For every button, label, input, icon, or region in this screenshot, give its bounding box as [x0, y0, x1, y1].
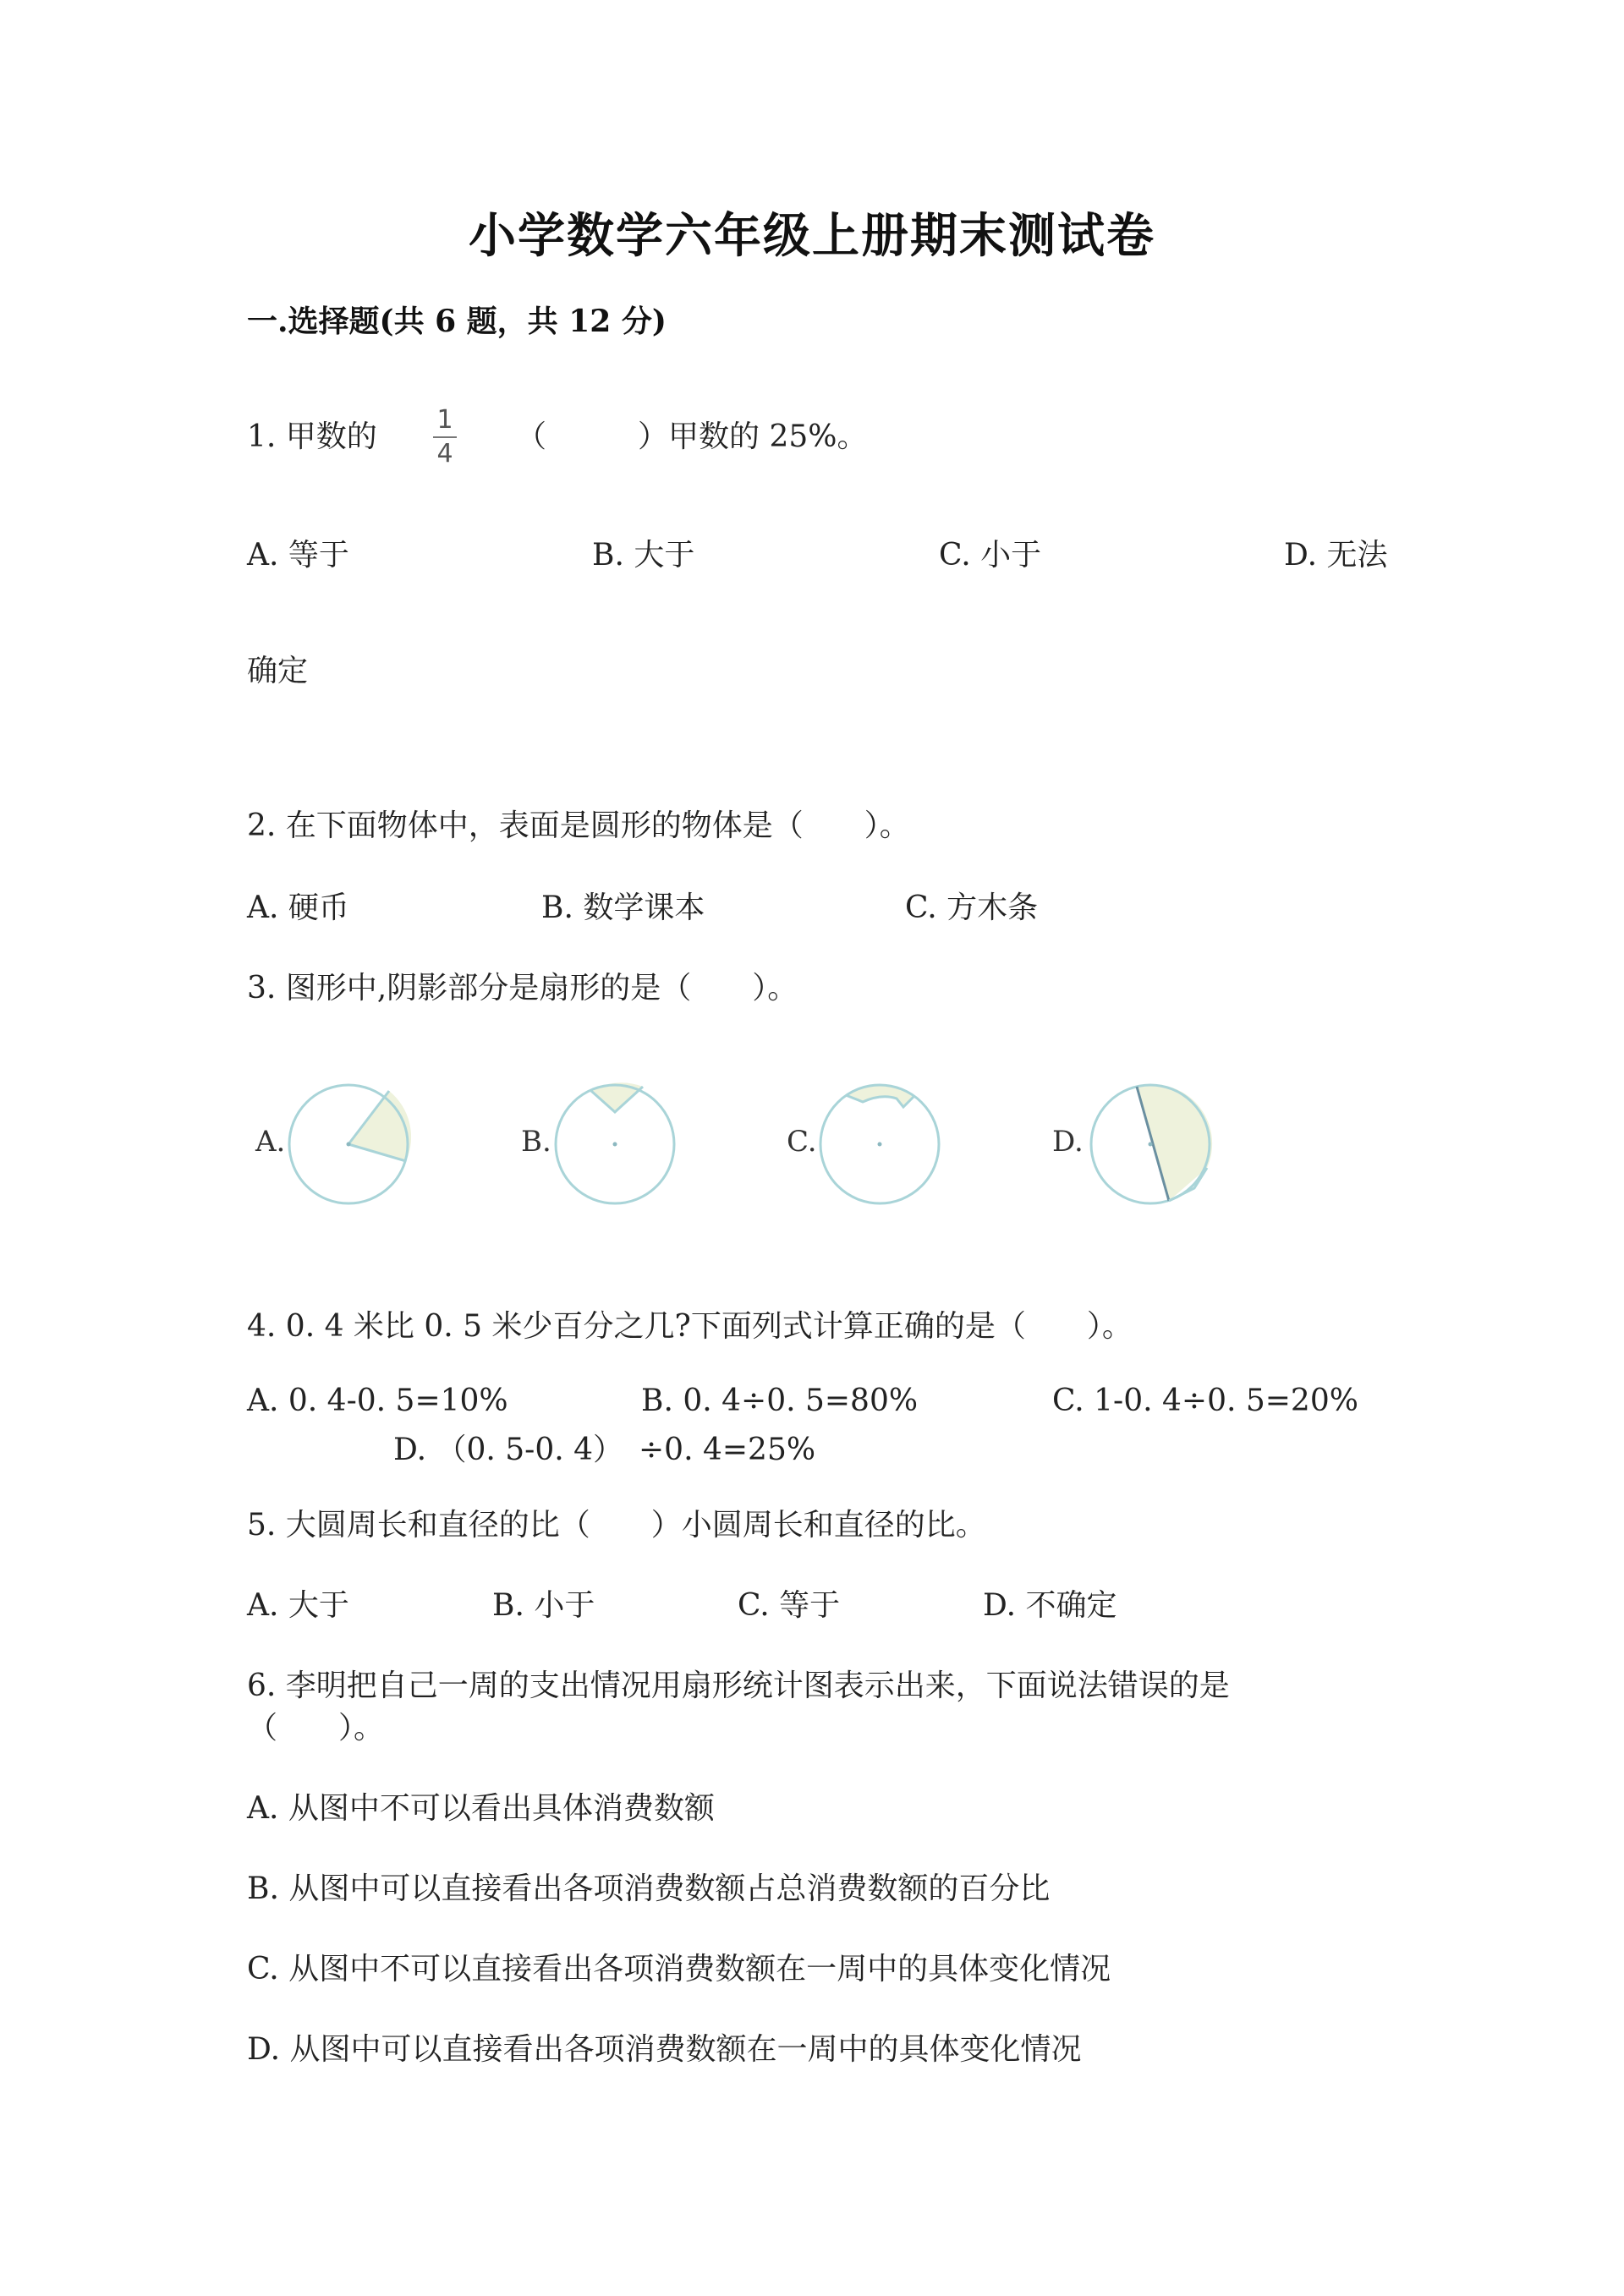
q5-option-b[interactable]: B. 小于	[492, 1588, 595, 1623]
q1-option-b[interactable]: B. 大于	[592, 538, 695, 573]
figure-d-label: D.	[1052, 1125, 1084, 1159]
figure-a-circle[interactable]	[288, 1078, 414, 1205]
q1-option-d-wrap: 确定	[247, 654, 309, 688]
q4-option-d[interactable]: D. （0. 5-0. 4） ÷0. 4=25%	[393, 1433, 816, 1467]
q6-option-d[interactable]: D. 从图中可以直接看出各项消费数额在一周中的具体变化情况	[247, 2032, 1082, 2067]
figure-b-label: B.	[521, 1125, 551, 1159]
fraction-one-quarter	[430, 406, 460, 469]
q6-option-b[interactable]: B. 从图中可以直接看出各项消费数额占总消费数额的百分比	[247, 1871, 1051, 1906]
q2-option-b[interactable]: B. 数学课本	[541, 890, 705, 925]
q6-option-c[interactable]: C. 从图中不可以直接看出各项消费数额在一周中的具体变化情况	[247, 1952, 1111, 1986]
question-6-text: 6. 李明把自己一周的支出情况用扇形统计图表示出来，下面说法错误的是	[247, 1669, 1230, 1703]
figure-d-shade	[1137, 1084, 1212, 1201]
figure-b-circle[interactable]	[554, 1078, 681, 1205]
q2-option-c[interactable]: C. 方木条	[905, 890, 1039, 925]
figure-c-label: C.	[787, 1125, 817, 1159]
section-heading: 一.选择题(共 6 题，共 12 分)	[247, 304, 667, 339]
q1-option-a[interactable]: A. 等于	[247, 538, 349, 573]
figure-c-circle[interactable]	[819, 1078, 946, 1205]
q6-option-a[interactable]: A. 从图中不可以看出具体消费数额	[247, 1791, 715, 1826]
q4-option-b[interactable]: B. 0. 4÷0. 5=80%	[641, 1384, 919, 1418]
q4-option-c[interactable]: C. 1-0. 4÷0. 5=20%	[1052, 1384, 1358, 1418]
q5-option-a[interactable]: A. 大于	[247, 1588, 349, 1623]
fraction-numerator: 1	[436, 405, 453, 435]
q1-option-d[interactable]: D. 无法	[1284, 538, 1388, 573]
q1-option-c[interactable]: C. 小于	[939, 538, 1042, 573]
question-3-text: 3. 图形中,阴影部分是扇形的是（ ）。	[247, 971, 798, 1006]
figure-c-center	[878, 1143, 882, 1147]
fraction-bar	[433, 436, 457, 438]
figure-d-center	[1149, 1143, 1153, 1147]
figure-d-circle[interactable]	[1084, 1078, 1220, 1205]
figure-b-center	[613, 1143, 617, 1147]
q4-option-a[interactable]: A. 0. 4-0. 5=10%	[247, 1384, 508, 1418]
question-1-suffix: （ ）甲数的 25%。	[516, 419, 868, 454]
figure-a-center	[347, 1143, 351, 1147]
q5-option-c[interactable]: C. 等于	[738, 1588, 841, 1623]
question-2-text: 2. 在下面物体中，表面是圆形的物体是（ ）。	[247, 808, 910, 843]
q5-option-d[interactable]: D. 不确定	[983, 1588, 1117, 1623]
question-1-prefix: 1. 甲数的	[247, 419, 377, 454]
page-title: 小学数学六年级上册期末测试卷	[469, 208, 1155, 264]
question-4-text: 4. 0. 4 米比 0. 5 米少百分之几?下面列式计算正确的是（ ）。	[247, 1309, 1133, 1344]
figure-a-label: A.	[255, 1125, 286, 1159]
q2-option-a[interactable]: A. 硬币	[247, 890, 349, 925]
question-6-blank: （ ）。	[247, 1711, 385, 1745]
fraction-denominator: 4	[436, 439, 453, 469]
question-5-text: 5. 大圆周长和直径的比（ ）小圆周长和直径的比。	[247, 1508, 986, 1543]
